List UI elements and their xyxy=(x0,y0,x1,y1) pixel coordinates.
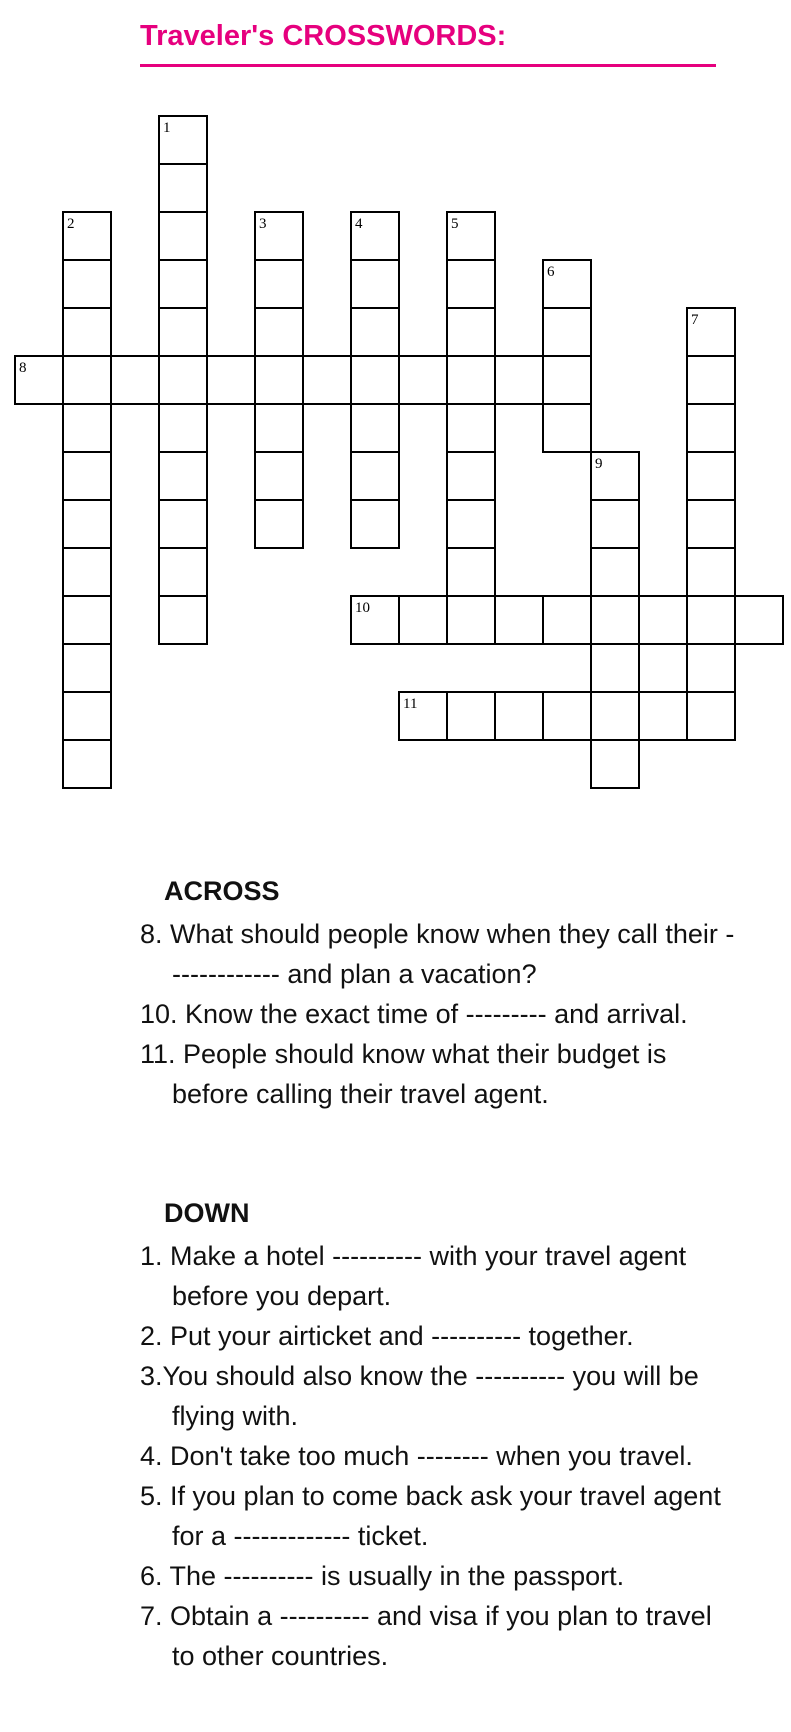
grid-cell[interactable] xyxy=(63,548,111,596)
clue-number-11: 11 xyxy=(403,696,418,712)
grid-cell[interactable] xyxy=(111,356,159,404)
grid-cell[interactable] xyxy=(543,596,591,644)
grid-cell[interactable] xyxy=(255,308,303,356)
grid-cell[interactable] xyxy=(159,548,207,596)
grid-cell[interactable] xyxy=(351,500,399,548)
grid-cell[interactable] xyxy=(159,308,207,356)
grid-cell[interactable] xyxy=(543,404,591,452)
clue-number-2: 2 xyxy=(67,216,75,232)
across-clue-11: 11. People should know what their budget is before calling their travel agent. xyxy=(140,1039,667,1109)
grid-cell[interactable] xyxy=(159,404,207,452)
grid-cell[interactable] xyxy=(687,500,735,548)
grid-cell[interactable] xyxy=(639,596,687,644)
grid-cell[interactable] xyxy=(687,644,735,692)
grid-cell[interactable] xyxy=(63,260,111,308)
grid-cell[interactable] xyxy=(591,548,639,596)
across-clue-8: 8. What should people know when they call their ------------- and plan a vacation? xyxy=(140,919,735,989)
grid-cell[interactable] xyxy=(159,164,207,212)
down-clue-7: 7. Obtain a ---------- and visa if you plan to travel to other countries. xyxy=(140,1601,712,1671)
grid-cell[interactable] xyxy=(447,452,495,500)
crossword-grid xyxy=(0,0,791,800)
clue-number-3: 3 xyxy=(259,216,267,232)
grid-cell[interactable] xyxy=(255,452,303,500)
grid-cell[interactable] xyxy=(591,596,639,644)
grid-cell[interactable] xyxy=(63,404,111,452)
across-clue-10: 10. Know the exact time of --------- and arrival. xyxy=(140,999,688,1029)
grid-cell[interactable] xyxy=(159,212,207,260)
grid-cell[interactable] xyxy=(447,404,495,452)
clue-number-6: 6 xyxy=(547,264,555,280)
grid-cell[interactable] xyxy=(591,740,639,788)
grid-cell[interactable] xyxy=(447,548,495,596)
grid-cell[interactable] xyxy=(687,356,735,404)
grid-cell[interactable] xyxy=(495,692,543,740)
grid-cell[interactable] xyxy=(735,596,783,644)
grid-cell[interactable] xyxy=(687,452,735,500)
grid-cell[interactable] xyxy=(351,452,399,500)
grid-cell[interactable] xyxy=(495,356,543,404)
grid-cell[interactable] xyxy=(543,356,591,404)
down-clue-5: 5. If you plan to come back ask your travel agent for a ------------- ticket. xyxy=(140,1481,721,1551)
page-title: Traveler's CROSSWORDS: xyxy=(140,20,507,52)
grid-cell[interactable] xyxy=(207,356,255,404)
clue-number-8: 8 xyxy=(19,360,27,376)
grid-cell[interactable] xyxy=(63,692,111,740)
down-clue-6: 6. The ---------- is usually in the passport. xyxy=(140,1561,625,1591)
across-heading: ACROSS xyxy=(164,876,280,906)
grid-cell[interactable] xyxy=(495,596,543,644)
clue-number-1: 1 xyxy=(163,120,171,136)
down-clue-2: 2. Put your airticket and ---------- together. xyxy=(140,1321,634,1351)
clue-number-7: 7 xyxy=(691,312,699,328)
grid-cell[interactable] xyxy=(63,596,111,644)
grid-cell[interactable] xyxy=(351,404,399,452)
grid-cell[interactable] xyxy=(159,260,207,308)
down-clue-1: 1. Make a hotel ---------- with your travel agent before you depart. xyxy=(140,1241,687,1311)
clue-number-9: 9 xyxy=(595,456,603,472)
grid-cell[interactable] xyxy=(351,308,399,356)
down-clue-3: 3.You should also know the ---------- you will be flying with. xyxy=(140,1361,699,1431)
grid-cell[interactable] xyxy=(543,308,591,356)
across-clues xyxy=(140,914,740,1114)
grid-cell[interactable] xyxy=(303,356,351,404)
grid-cell[interactable] xyxy=(255,260,303,308)
grid-cell[interactable] xyxy=(447,596,495,644)
grid-cell[interactable] xyxy=(447,260,495,308)
grid-cell[interactable] xyxy=(591,500,639,548)
grid-cell[interactable] xyxy=(687,596,735,644)
grid-cell[interactable] xyxy=(639,692,687,740)
grid-cell[interactable] xyxy=(591,644,639,692)
grid-cell[interactable] xyxy=(63,644,111,692)
grid-cell[interactable] xyxy=(63,356,111,404)
grid-cell[interactable] xyxy=(687,404,735,452)
clue-number-4: 4 xyxy=(355,216,363,232)
grid-cell[interactable] xyxy=(159,500,207,548)
grid-cell[interactable] xyxy=(447,308,495,356)
grid-cell[interactable] xyxy=(159,452,207,500)
grid-cell[interactable] xyxy=(591,692,639,740)
down-clues xyxy=(140,1236,740,1676)
grid-cell[interactable] xyxy=(447,692,495,740)
grid-cell[interactable] xyxy=(399,596,447,644)
grid-cell[interactable] xyxy=(63,452,111,500)
grid-cell[interactable] xyxy=(351,260,399,308)
grid-cell[interactable] xyxy=(351,356,399,404)
clue-number-5: 5 xyxy=(451,216,459,232)
down-heading: DOWN xyxy=(164,1198,250,1228)
grid-cell[interactable] xyxy=(159,596,207,644)
grid-cell[interactable] xyxy=(63,308,111,356)
grid-cell[interactable] xyxy=(63,740,111,788)
down-clue-4: 4. Don't take too much -------- when you travel. xyxy=(140,1441,693,1471)
grid-cell[interactable] xyxy=(255,500,303,548)
grid-cell[interactable] xyxy=(447,500,495,548)
grid-cell[interactable] xyxy=(447,356,495,404)
grid-cell[interactable] xyxy=(159,356,207,404)
grid-cell[interactable] xyxy=(63,500,111,548)
clue-number-10: 10 xyxy=(355,600,370,616)
grid-cell[interactable] xyxy=(687,548,735,596)
grid-cell[interactable] xyxy=(543,692,591,740)
grid-cell[interactable] xyxy=(399,356,447,404)
grid-cell[interactable] xyxy=(687,692,735,740)
grid-cell[interactable] xyxy=(255,404,303,452)
grid-cell[interactable] xyxy=(255,356,303,404)
